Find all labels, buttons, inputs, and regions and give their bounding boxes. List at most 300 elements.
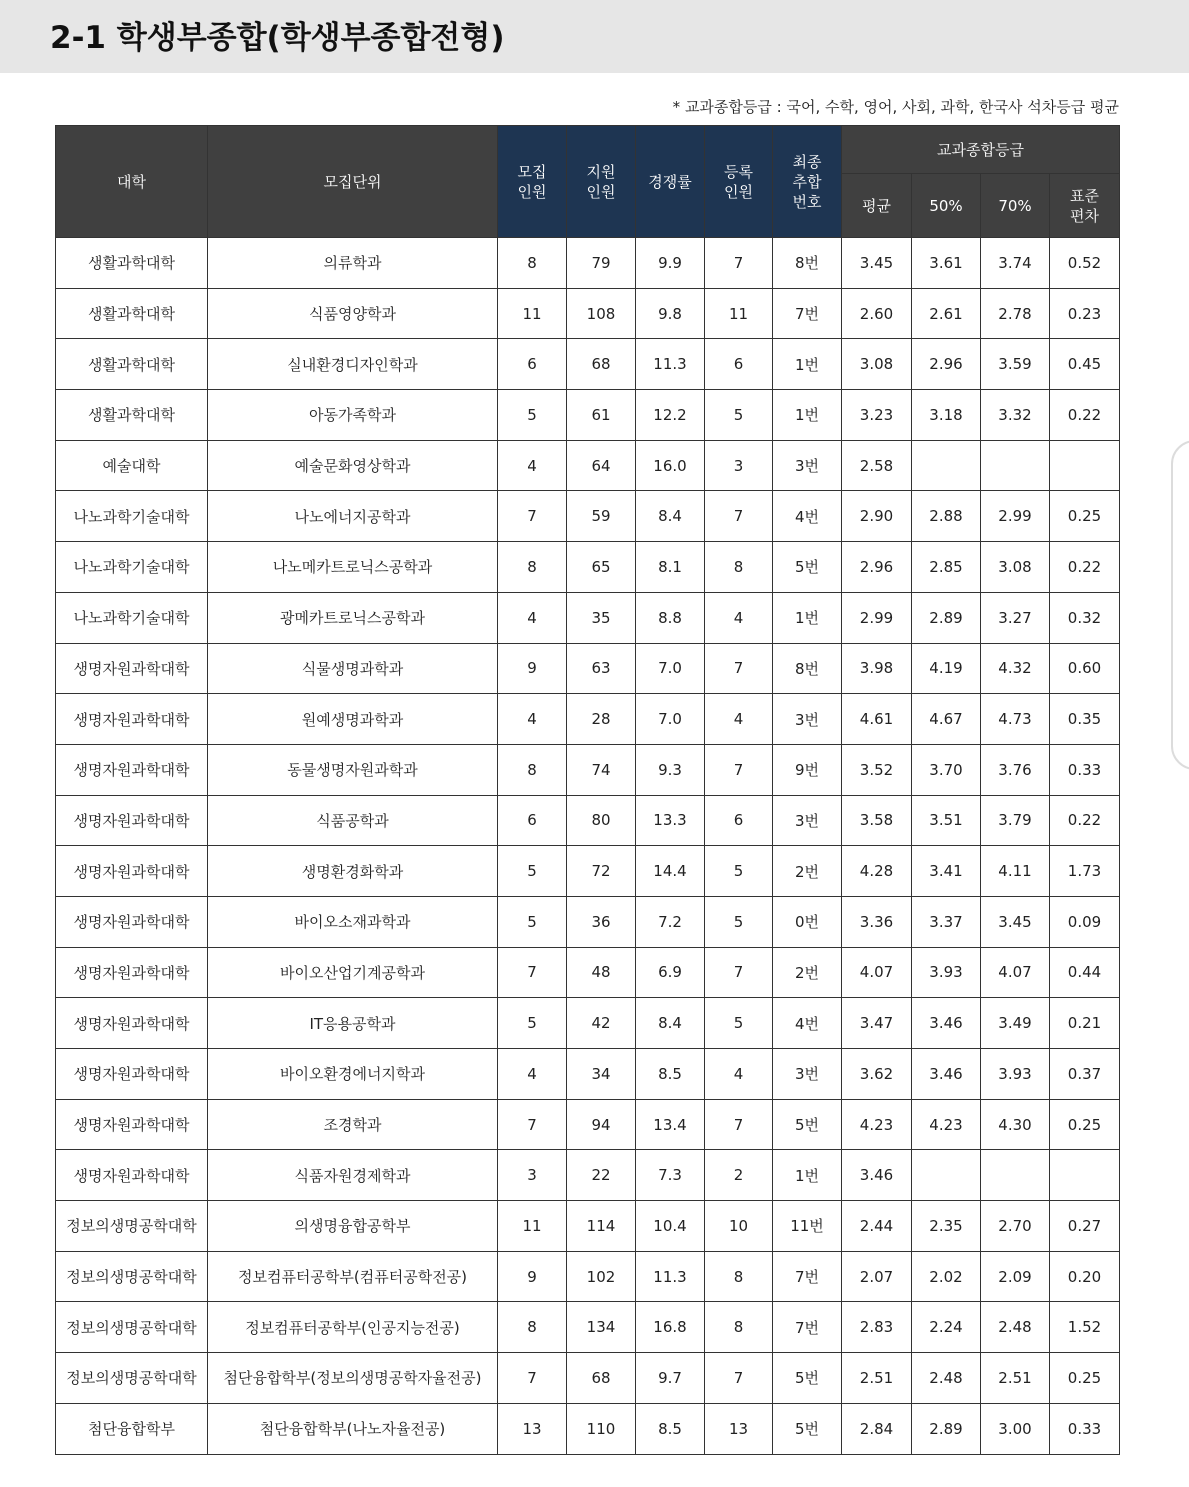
cell-final-rank: 4번: [773, 491, 842, 542]
cell-std: 1.52: [1050, 1302, 1120, 1353]
cell-ratio: 13.3: [636, 795, 705, 846]
cell-p50: 2.96: [912, 339, 981, 390]
cell-applicants: 34: [567, 1049, 636, 1100]
cell-avg: 4.07: [842, 947, 912, 998]
cell-university: 생명자원과학대학: [56, 1099, 208, 1150]
cell-applicants: 110: [567, 1403, 636, 1454]
cell-final-rank: 5번: [773, 542, 842, 593]
cell-ratio: 7.3: [636, 1150, 705, 1201]
cell-avg: 2.60: [842, 288, 912, 339]
table-row: [56, 491, 1120, 542]
header-enrolled: 등록 인원: [705, 126, 773, 238]
cell-p70: 3.79: [981, 795, 1050, 846]
cell-std: 0.33: [1050, 1403, 1120, 1454]
cell-ratio: 9.7: [636, 1353, 705, 1404]
cell-p70: 2.99: [981, 491, 1050, 542]
cell-avg: 2.83: [842, 1302, 912, 1353]
cell-recruit: 4: [498, 1049, 567, 1100]
table-row: [56, 744, 1120, 795]
table-row: [56, 1353, 1120, 1404]
cell-ratio: 7.2: [636, 896, 705, 947]
cell-p70: 4.32: [981, 643, 1050, 694]
cell-unit: 예술문화영상학과: [208, 440, 498, 491]
cell-avg: 3.36: [842, 896, 912, 947]
cell-p50: 2.02: [912, 1251, 981, 1302]
cell-std: 0.45: [1050, 339, 1120, 390]
cell-p50: 2.88: [912, 491, 981, 542]
cell-enrolled: 7: [705, 643, 773, 694]
cell-unit: 의생명융합공학부: [208, 1201, 498, 1252]
cell-final-rank: 7번: [773, 1302, 842, 1353]
cell-enrolled: 8: [705, 542, 773, 593]
cell-p50: 3.93: [912, 947, 981, 998]
table-body: [56, 238, 1120, 1455]
cell-final-rank: 2번: [773, 846, 842, 897]
cell-final-rank: 2번: [773, 947, 842, 998]
cell-university: 생명자원과학대학: [56, 795, 208, 846]
cell-applicants: 68: [567, 339, 636, 390]
cell-university: 생명자원과학대학: [56, 947, 208, 998]
cell-p70: 4.11: [981, 846, 1050, 897]
cell-university: 나노과학기술대학: [56, 542, 208, 593]
cell-p70: 2.09: [981, 1251, 1050, 1302]
cell-final-rank: 11번: [773, 1201, 842, 1252]
cell-recruit: 5: [498, 846, 567, 897]
cell-university: 생명자원과학대학: [56, 643, 208, 694]
cell-recruit: 7: [498, 1353, 567, 1404]
cell-final-rank: 3번: [773, 440, 842, 491]
cell-ratio: 8.4: [636, 491, 705, 542]
cell-enrolled: 5: [705, 846, 773, 897]
table-row: [56, 694, 1120, 745]
cell-university: 정보의생명공학대학: [56, 1302, 208, 1353]
cell-std: 0.23: [1050, 288, 1120, 339]
cell-applicants: 94: [567, 1099, 636, 1150]
cell-ratio: 9.9: [636, 238, 705, 289]
cell-p50: 3.51: [912, 795, 981, 846]
cell-p70: 2.78: [981, 288, 1050, 339]
header-avg: 평균: [842, 174, 912, 238]
table-row: [56, 896, 1120, 947]
cell-enrolled: 7: [705, 744, 773, 795]
cell-enrolled: 7: [705, 947, 773, 998]
cell-p50: 2.89: [912, 1403, 981, 1454]
header-ratio: 경쟁률: [636, 126, 705, 238]
cell-final-rank: 3번: [773, 694, 842, 745]
cell-p50: 4.23: [912, 1099, 981, 1150]
cell-avg: 3.08: [842, 339, 912, 390]
table-row: [56, 1099, 1120, 1150]
header-applicants: 지원 인원: [567, 126, 636, 238]
cell-enrolled: 7: [705, 238, 773, 289]
cell-ratio: 8.5: [636, 1403, 705, 1454]
cell-recruit: 7: [498, 1099, 567, 1150]
cell-p70: 3.45: [981, 896, 1050, 947]
cell-avg: 2.90: [842, 491, 912, 542]
cell-p70: [981, 1150, 1050, 1201]
cell-p70: 3.08: [981, 542, 1050, 593]
cell-p50: 3.46: [912, 998, 981, 1049]
cell-university: 생활과학대학: [56, 288, 208, 339]
cell-university: 생명자원과학대학: [56, 694, 208, 745]
cell-unit: 광메카트로닉스공학과: [208, 592, 498, 643]
cell-unit: 바이오환경에너지학과: [208, 1049, 498, 1100]
cell-unit: 아동가족학과: [208, 390, 498, 441]
cell-final-rank: 1번: [773, 592, 842, 643]
table-row: [56, 1049, 1120, 1100]
cell-std: 0.25: [1050, 1099, 1120, 1150]
cell-unit: 첨단융합학부(나노자율전공): [208, 1403, 498, 1454]
cell-applicants: 63: [567, 643, 636, 694]
cell-std: [1050, 440, 1120, 491]
cell-unit: 바이오산업기계공학과: [208, 947, 498, 998]
cell-applicants: 114: [567, 1201, 636, 1252]
page-title: 2-1 학생부종합(학생부종합전형): [50, 20, 505, 56]
header-grade-group: 교과종합등급: [842, 126, 1120, 174]
cell-p70: 3.59: [981, 339, 1050, 390]
cell-university: 정보의생명공학대학: [56, 1251, 208, 1302]
cell-applicants: 59: [567, 491, 636, 542]
table-row: [56, 542, 1120, 593]
cell-ratio: 7.0: [636, 694, 705, 745]
cell-p50: 2.61: [912, 288, 981, 339]
cell-enrolled: 7: [705, 1099, 773, 1150]
cell-p70: 3.32: [981, 390, 1050, 441]
cell-applicants: 65: [567, 542, 636, 593]
cell-recruit: 8: [498, 744, 567, 795]
cell-recruit: 6: [498, 339, 567, 390]
cell-p50: 4.19: [912, 643, 981, 694]
cell-final-rank: 1번: [773, 390, 842, 441]
cell-avg: 4.23: [842, 1099, 912, 1150]
cell-applicants: 48: [567, 947, 636, 998]
cell-recruit: 6: [498, 795, 567, 846]
cell-applicants: 22: [567, 1150, 636, 1201]
cell-p50: [912, 1150, 981, 1201]
cell-ratio: 8.5: [636, 1049, 705, 1100]
cell-std: 0.37: [1050, 1049, 1120, 1100]
cell-university: 생명자원과학대학: [56, 1150, 208, 1201]
cell-unit: 원예생명과학과: [208, 694, 498, 745]
cell-applicants: 35: [567, 592, 636, 643]
cell-recruit: 4: [498, 592, 567, 643]
cell-avg: 3.58: [842, 795, 912, 846]
table-row: [56, 1251, 1120, 1302]
cell-ratio: 11.3: [636, 1251, 705, 1302]
cell-applicants: 102: [567, 1251, 636, 1302]
cell-p70: 3.00: [981, 1403, 1050, 1454]
cell-ratio: 9.3: [636, 744, 705, 795]
cell-unit: 의류학과: [208, 238, 498, 289]
cell-p70: 3.49: [981, 998, 1050, 1049]
cell-recruit: 8: [498, 1302, 567, 1353]
header-unit: 모집단위: [208, 126, 498, 238]
cell-ratio: 16.0: [636, 440, 705, 491]
cell-p50: 3.37: [912, 896, 981, 947]
cell-enrolled: 5: [705, 998, 773, 1049]
cell-p50: 2.24: [912, 1302, 981, 1353]
cell-final-rank: 9번: [773, 744, 842, 795]
cell-final-rank: 7번: [773, 288, 842, 339]
cell-final-rank: 5번: [773, 1353, 842, 1404]
cell-p70: 2.70: [981, 1201, 1050, 1252]
cell-recruit: 7: [498, 491, 567, 542]
cell-unit: 바이오소재과학과: [208, 896, 498, 947]
cell-enrolled: 11: [705, 288, 773, 339]
cell-recruit: 8: [498, 238, 567, 289]
cell-enrolled: 6: [705, 339, 773, 390]
cell-enrolled: 7: [705, 1353, 773, 1404]
table-row: [56, 592, 1120, 643]
header-p50: 50%: [912, 174, 981, 238]
cell-avg: 2.96: [842, 542, 912, 593]
cell-university: 정보의생명공학대학: [56, 1353, 208, 1404]
cell-university: 생명자원과학대학: [56, 896, 208, 947]
cell-std: 0.52: [1050, 238, 1120, 289]
cell-ratio: 8.4: [636, 998, 705, 1049]
cell-final-rank: 0번: [773, 896, 842, 947]
cell-enrolled: 4: [705, 694, 773, 745]
cell-p50: 4.67: [912, 694, 981, 745]
cell-p70: [981, 440, 1050, 491]
cell-std: 0.22: [1050, 390, 1120, 441]
cell-final-rank: 8번: [773, 643, 842, 694]
title-bar: [0, 0, 1189, 73]
table-row: [56, 339, 1120, 390]
cell-p50: 2.85: [912, 542, 981, 593]
cell-p70: 3.74: [981, 238, 1050, 289]
cell-enrolled: 7: [705, 491, 773, 542]
cell-recruit: 4: [498, 694, 567, 745]
cell-enrolled: 2: [705, 1150, 773, 1201]
cell-std: 0.21: [1050, 998, 1120, 1049]
cell-university: 나노과학기술대학: [56, 592, 208, 643]
cell-final-rank: 3번: [773, 795, 842, 846]
table-row: [56, 643, 1120, 694]
header-p70: 70%: [981, 174, 1050, 238]
table-row: [56, 795, 1120, 846]
cell-applicants: 42: [567, 998, 636, 1049]
cell-avg: 2.58: [842, 440, 912, 491]
cell-unit: 정보컴퓨터공학부(인공지능전공): [208, 1302, 498, 1353]
cell-unit: 정보컴퓨터공학부(컴퓨터공학전공): [208, 1251, 498, 1302]
cell-unit: 식품자원경제학과: [208, 1150, 498, 1201]
table-row: [56, 440, 1120, 491]
cell-applicants: 108: [567, 288, 636, 339]
cell-ratio: 7.0: [636, 643, 705, 694]
cell-final-rank: 5번: [773, 1403, 842, 1454]
cell-enrolled: 8: [705, 1302, 773, 1353]
cell-applicants: 64: [567, 440, 636, 491]
cell-enrolled: 13: [705, 1403, 773, 1454]
cell-ratio: 11.3: [636, 339, 705, 390]
cell-applicants: 36: [567, 896, 636, 947]
cell-p50: 2.48: [912, 1353, 981, 1404]
cell-ratio: 9.8: [636, 288, 705, 339]
cell-p50: 3.18: [912, 390, 981, 441]
cell-ratio: 10.4: [636, 1201, 705, 1252]
cell-university: 생명자원과학대학: [56, 1049, 208, 1100]
cell-std: 0.20: [1050, 1251, 1120, 1302]
cell-std: 1.73: [1050, 846, 1120, 897]
cell-ratio: 8.1: [636, 542, 705, 593]
cell-unit: 동물생명자원과학과: [208, 744, 498, 795]
cell-university: 생활과학대학: [56, 390, 208, 441]
cell-unit: 생명환경화학과: [208, 846, 498, 897]
table-row: [56, 1201, 1120, 1252]
cell-final-rank: 4번: [773, 998, 842, 1049]
cell-unit: 나노메카트로닉스공학과: [208, 542, 498, 593]
cell-enrolled: 3: [705, 440, 773, 491]
cell-avg: 2.44: [842, 1201, 912, 1252]
cell-ratio: 13.4: [636, 1099, 705, 1150]
grade-note: * 교과종합등급 : 국어, 수학, 영어, 사회, 과학, 한국사 석차등급 평균: [672, 98, 1119, 116]
cell-avg: 3.45: [842, 238, 912, 289]
cell-std: 0.22: [1050, 795, 1120, 846]
cell-ratio: 14.4: [636, 846, 705, 897]
admission-results-table: [55, 125, 1120, 1455]
cell-applicants: 74: [567, 744, 636, 795]
cell-university: 생활과학대학: [56, 238, 208, 289]
cell-recruit: 9: [498, 643, 567, 694]
cell-ratio: 8.8: [636, 592, 705, 643]
cell-p50: 3.41: [912, 846, 981, 897]
cell-p50: [912, 440, 981, 491]
cell-applicants: 61: [567, 390, 636, 441]
cell-university: 생명자원과학대학: [56, 846, 208, 897]
cell-unit: IT응용공학과: [208, 998, 498, 1049]
cell-applicants: 68: [567, 1353, 636, 1404]
cell-university: 정보의생명공학대학: [56, 1201, 208, 1252]
table-row: [56, 998, 1120, 1049]
cell-final-rank: 1번: [773, 339, 842, 390]
cell-p70: 2.51: [981, 1353, 1050, 1404]
cell-recruit: 5: [498, 896, 567, 947]
cell-final-rank: 8번: [773, 238, 842, 289]
cell-unit: 나노에너지공학과: [208, 491, 498, 542]
cell-p50: 2.89: [912, 592, 981, 643]
table-row: [56, 390, 1120, 441]
header-std: 표준 편차: [1050, 174, 1120, 238]
table-row: [56, 947, 1120, 998]
cell-ratio: 12.2: [636, 390, 705, 441]
header-university: 대학: [56, 126, 208, 238]
cell-p70: 3.27: [981, 592, 1050, 643]
cell-unit: 첨단융합학부(정보의생명공학자율전공): [208, 1353, 498, 1404]
cell-p50: 3.46: [912, 1049, 981, 1100]
cell-recruit: 5: [498, 390, 567, 441]
cell-avg: 3.23: [842, 390, 912, 441]
cell-p50: 3.70: [912, 744, 981, 795]
cell-enrolled: 6: [705, 795, 773, 846]
cell-unit: 식품영양학과: [208, 288, 498, 339]
cell-unit: 조경학과: [208, 1099, 498, 1150]
cell-p70: 2.48: [981, 1302, 1050, 1353]
cell-avg: 2.51: [842, 1353, 912, 1404]
cell-std: 0.60: [1050, 643, 1120, 694]
header-final-rank: 최종 추합 번호: [773, 126, 842, 238]
table-row: [56, 1150, 1120, 1201]
cell-avg: 3.52: [842, 744, 912, 795]
cell-avg: 4.61: [842, 694, 912, 745]
cell-avg: 2.84: [842, 1403, 912, 1454]
table-row: [56, 1302, 1120, 1353]
cell-university: 생활과학대학: [56, 339, 208, 390]
cell-recruit: 4: [498, 440, 567, 491]
cell-applicants: 79: [567, 238, 636, 289]
cell-recruit: 7: [498, 947, 567, 998]
table-row: [56, 1403, 1120, 1454]
cell-university: 예술대학: [56, 440, 208, 491]
cell-avg: 3.46: [842, 1150, 912, 1201]
table-row: [56, 846, 1120, 897]
cell-enrolled: 10: [705, 1201, 773, 1252]
cell-university: 생명자원과학대학: [56, 744, 208, 795]
cell-p50: 2.35: [912, 1201, 981, 1252]
cell-enrolled: 8: [705, 1251, 773, 1302]
cell-recruit: 3: [498, 1150, 567, 1201]
cell-applicants: 72: [567, 846, 636, 897]
cell-enrolled: 4: [705, 592, 773, 643]
cell-std: [1050, 1150, 1120, 1201]
cell-std: 0.22: [1050, 542, 1120, 593]
cell-std: 0.33: [1050, 744, 1120, 795]
cell-std: 0.44: [1050, 947, 1120, 998]
cell-university: 나노과학기술대학: [56, 491, 208, 542]
table-row: [56, 238, 1120, 289]
cell-applicants: 28: [567, 694, 636, 745]
cell-recruit: 9: [498, 1251, 567, 1302]
cell-std: 0.32: [1050, 592, 1120, 643]
cell-applicants: 134: [567, 1302, 636, 1353]
cell-recruit: 11: [498, 1201, 567, 1252]
cell-enrolled: 5: [705, 896, 773, 947]
cell-p70: 4.30: [981, 1099, 1050, 1150]
cell-std: 0.27: [1050, 1201, 1120, 1252]
cell-ratio: 16.8: [636, 1302, 705, 1353]
cell-recruit: 11: [498, 288, 567, 339]
cell-p70: 4.73: [981, 694, 1050, 745]
cell-avg: 3.98: [842, 643, 912, 694]
cell-enrolled: 4: [705, 1049, 773, 1100]
cell-final-rank: 1번: [773, 1150, 842, 1201]
cell-university: 생명자원과학대학: [56, 998, 208, 1049]
cell-university: 첨단융합학부: [56, 1403, 208, 1454]
cell-p70: 3.76: [981, 744, 1050, 795]
scroll-handle[interactable]: [1171, 440, 1189, 770]
cell-avg: 3.62: [842, 1049, 912, 1100]
cell-std: 0.25: [1050, 491, 1120, 542]
cell-recruit: 5: [498, 998, 567, 1049]
cell-enrolled: 5: [705, 390, 773, 441]
cell-recruit: 8: [498, 542, 567, 593]
header-recruit: 모집 인원: [498, 126, 567, 238]
cell-std: 0.25: [1050, 1353, 1120, 1404]
cell-applicants: 80: [567, 795, 636, 846]
cell-final-rank: 3번: [773, 1049, 842, 1100]
cell-avg: 2.99: [842, 592, 912, 643]
cell-std: 0.35: [1050, 694, 1120, 745]
cell-recruit: 13: [498, 1403, 567, 1454]
cell-final-rank: 5번: [773, 1099, 842, 1150]
cell-unit: 식품공학과: [208, 795, 498, 846]
cell-ratio: 6.9: [636, 947, 705, 998]
cell-p50: 3.61: [912, 238, 981, 289]
cell-avg: 2.07: [842, 1251, 912, 1302]
cell-avg: 3.47: [842, 998, 912, 1049]
cell-p70: 3.93: [981, 1049, 1050, 1100]
cell-unit: 식물생명과학과: [208, 643, 498, 694]
